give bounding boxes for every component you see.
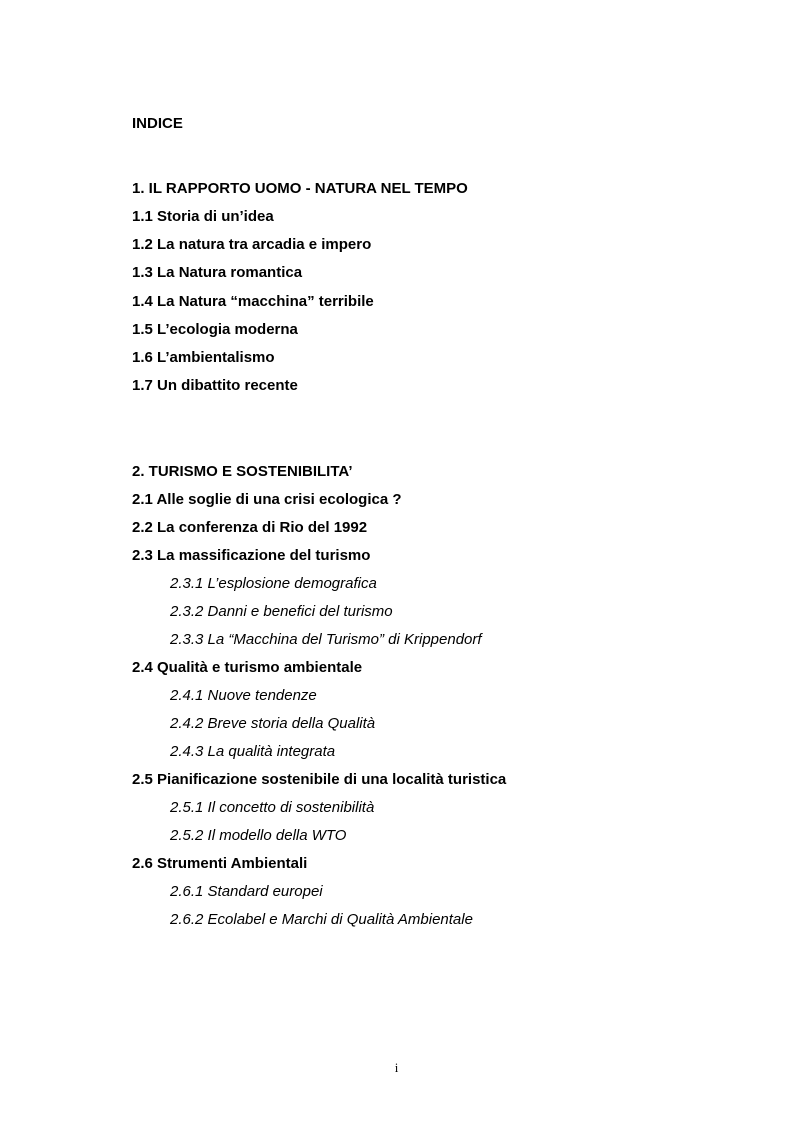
toc-entry-2-3: 2.3 La massificazione del turismo xyxy=(132,547,371,564)
toc-subentry-2-4-2: 2.4.2 Breve storia della Qualità xyxy=(170,715,376,732)
toc-subentry-2-4-1: 2.4.1 Nuove tendenze xyxy=(170,687,317,704)
toc-subentry-2-6-2: 2.6.2 Ecolabel e Marchi di Qualità Ambientale xyxy=(170,911,473,928)
toc-subentry-2-5-2: 2.5.2 Il modello della WTO xyxy=(170,827,347,844)
toc-entry-1-7: 1.7 Un dibattito recente xyxy=(132,377,298,394)
toc-subentry-2-3-3: 2.3.3 La “Macchina del Turismo” di Krippendorf xyxy=(170,631,482,648)
toc-entry-1-5: 1.5 L’ecologia moderna xyxy=(132,321,298,338)
toc-entry-1-3: 1.3 La Natura romantica xyxy=(132,264,303,281)
toc-entry-2-2: 2.2 La conferenza di Rio del 1992 xyxy=(132,519,368,536)
page-number: i xyxy=(394,1060,399,1075)
chapter-2-heading: 2. TURISMO E SOSTENIBILITA’ xyxy=(132,463,353,480)
index-title: INDICE xyxy=(132,115,183,132)
toc-entry-1-2: 1.2 La natura tra arcadia e impero xyxy=(132,236,372,253)
toc-entry-1-6: 1.6 L’ambientalismo xyxy=(132,349,275,366)
toc-subentry-2-3-1: 2.3.1 L’esplosione demografica xyxy=(170,575,377,592)
toc-entry-2-4: 2.4 Qualità e turismo ambientale xyxy=(132,659,363,676)
toc-entry-1-4: 1.4 La Natura “macchina” terribile xyxy=(132,293,374,310)
toc-subentry-2-4-3: 2.4.3 La qualità integrata xyxy=(170,743,336,760)
toc-subentry-2-6-1: 2.6.1 Standard europei xyxy=(170,883,323,900)
toc-entry-2-1: 2.1 Alle soglie di una crisi ecologica ? xyxy=(132,491,402,508)
toc-subentry-2-3-2: 2.3.2 Danni e benefici del turismo xyxy=(170,603,393,620)
toc-entry-2-6: 2.6 Strumenti Ambientali xyxy=(132,855,308,872)
toc-entry-2-5: 2.5 Pianificazione sostenibile di una località turistica xyxy=(132,771,507,788)
chapter-1-heading: 1. IL RAPPORTO UOMO - NATURA NEL TEMPO xyxy=(132,180,468,197)
toc-entry-1-1: 1.1 Storia di un’idea xyxy=(132,208,274,225)
toc-subentry-2-5-1: 2.5.1 Il concetto di sostenibilità xyxy=(170,799,375,816)
